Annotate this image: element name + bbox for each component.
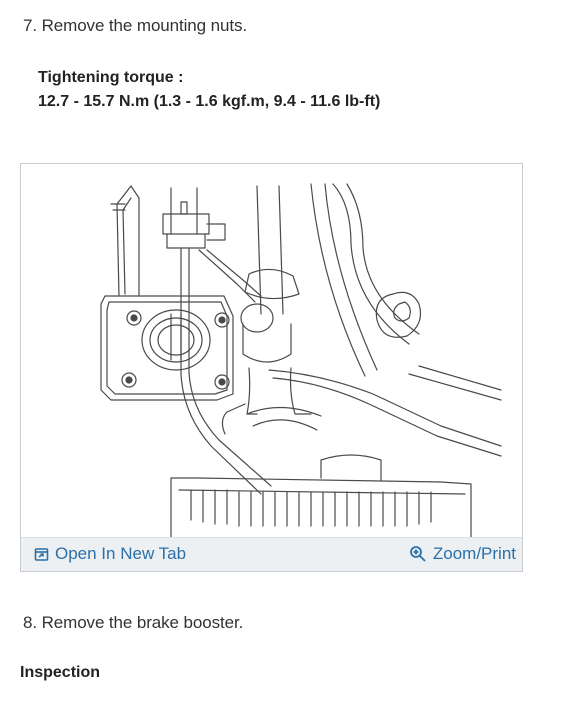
step-8-text: 8. Remove the brake booster. [23, 613, 244, 632]
magnifier-plus-icon [409, 545, 427, 563]
mounting-nut-upper-left [127, 311, 141, 325]
mounting-nuts-figure [20, 163, 523, 572]
torque-label: Tightening torque : [38, 69, 184, 86]
mounting-nut-lower-left [122, 373, 136, 387]
figure-footer-bar [21, 537, 522, 571]
open-in-new-tab-link[interactable] [34, 544, 186, 564]
torque-value: 12.7 - 15.7 N.m (1.3 - 1.6 kgf.m, 9.4 - 11.6 lb-ft) [38, 93, 381, 110]
open-in-new-tab-label: Open In New Tab [55, 544, 187, 563]
step-7-text: 7. Remove the mounting nuts. [23, 16, 247, 35]
open-new-tab-icon [34, 547, 49, 562]
inspection-heading: Inspection [20, 664, 101, 681]
zoom-print-link[interactable] [409, 544, 516, 564]
brake-booster-illustration [21, 164, 522, 538]
tightening-torque-block [38, 66, 380, 114]
zoom-print-label: Zoom/Print [432, 544, 516, 563]
